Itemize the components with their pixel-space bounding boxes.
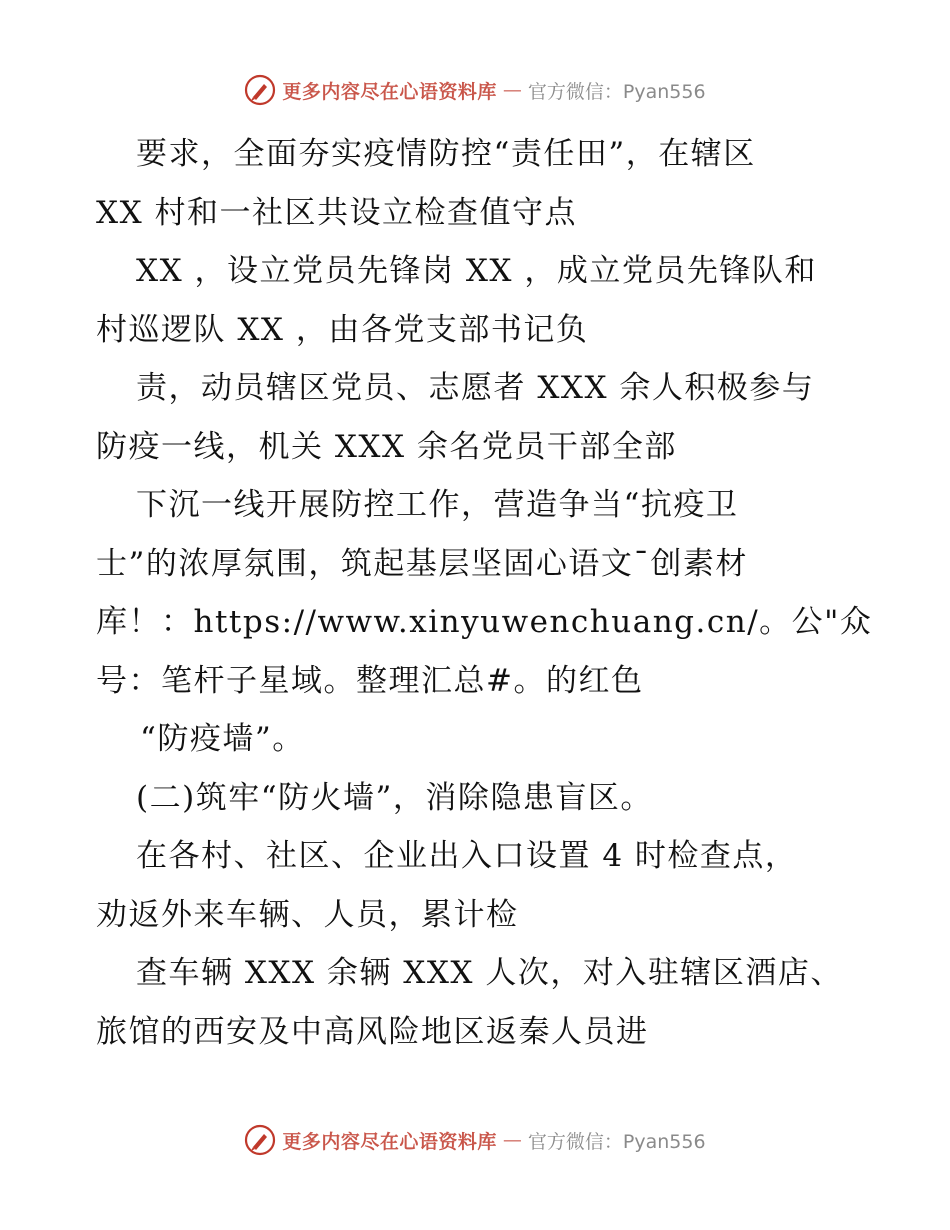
body-line: XX 村和一社区共设立检查值守点 <box>96 194 577 231</box>
body-line: 村巡逻队 XX ，由各党支部书记负 <box>96 311 589 348</box>
body-line: 库！：https://www.xinyuwenchuang.cn/。公"众 <box>96 604 873 640</box>
body-line: 劝返外来车辆、人员，累计检 <box>96 896 519 933</box>
banner-separator: — <box>502 79 522 101</box>
body-line: 查车辆 XXX 余辆 XXX 人次，对入驻辖区酒店、 <box>136 955 843 991</box>
section-heading: (二)筑牢“防火墙”，消除隐患盲区。 <box>136 779 653 816</box>
banner-title: 更多内容尽在心语资料库 <box>282 80 497 103</box>
body-line: 在各村、社区、企业出入口设置 4 时检查点， <box>136 838 798 874</box>
banner-wechat: 官方微信：Pyan556 <box>527 1130 706 1153</box>
body-line: 责，动员辖区党员、志愿者 XXX 余人积极参与 <box>136 370 815 406</box>
body-line: 旅馆的西安及中高风险地区返秦人员进 <box>96 1013 649 1050</box>
pen-nib-icon <box>244 1124 276 1156</box>
body-line: 下沉一线开展防控工作，营造争当“抗疫卫 <box>136 487 739 523</box>
banner-title: 更多内容尽在心语资料库 <box>282 1130 497 1153</box>
document-body <box>96 125 873 1061</box>
body-line: 防疫一线，机关 XXX 余名党员干部全部 <box>96 428 677 465</box>
body-line: 士”的浓厚氛围，筑起基层坚固心语文¯创素材 <box>96 545 748 582</box>
body-line: 要求，全面夯实疫情防控“责任田”，在辖区 <box>136 136 756 172</box>
footer-banner <box>0 1120 950 1160</box>
body-line: XX ，设立党员先锋岗 XX ，成立党员先锋队和 <box>136 253 817 289</box>
header-banner <box>0 70 950 110</box>
banner-wechat: 官方微信：Pyan556 <box>527 80 706 103</box>
banner-separator: — <box>502 1129 522 1151</box>
body-line: 号：笔杆子星域。整理汇总#。的红色 <box>96 662 644 699</box>
pen-nib-icon <box>244 74 276 106</box>
body-line: “防疫墙”。 <box>140 721 305 757</box>
